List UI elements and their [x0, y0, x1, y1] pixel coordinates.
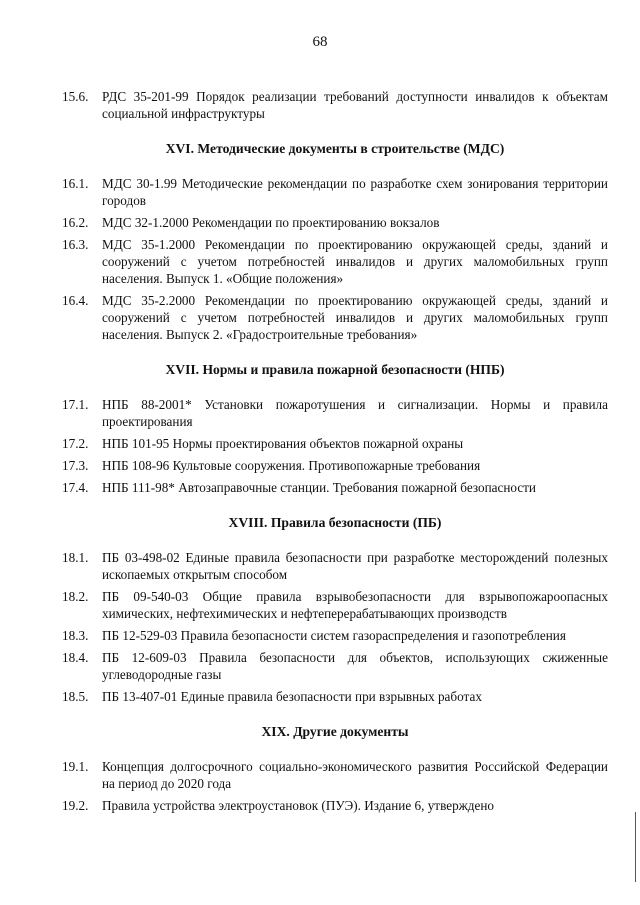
- list-item: [62, 688, 608, 705]
- item-number: 19.1.: [62, 759, 89, 774]
- item-text: МДС 35-1.2000 Рекомендации по проектированию окружающей среды, зданий и сооружений с учетом потребностей инвалидов и других маломобильных групп населения. Выпуск 1. «Общие положения»: [102, 237, 608, 286]
- list-item: [62, 457, 608, 474]
- list-item: [62, 175, 608, 209]
- section-heading: XVIII. Правила безопасности (ПБ): [228, 515, 442, 530]
- item-text: МДС 30-1.99 Методические рекомендации по разработке схем зонирования территории городов: [102, 176, 608, 208]
- list-item: [62, 88, 608, 122]
- list-item: [62, 214, 608, 231]
- item-number: 17.2.: [62, 436, 89, 451]
- item-text: НПБ 108-96 Культовые сооружения. Противопожарные требования: [102, 458, 481, 473]
- item-number: 16.3.: [62, 237, 89, 252]
- item-text: РДС 35-201-99 Порядок реализации требований доступности инвалидов к объектам социальной инфраструктуры: [102, 89, 608, 121]
- item-text: Правила устройства электроустановок (ПУЭ). Издание 6, утверждено: [102, 798, 494, 813]
- scan-edge-mark: [635, 812, 636, 882]
- item-number: 19.2.: [62, 798, 89, 813]
- section-heading: XIX. Другие документы: [261, 724, 409, 739]
- item-number: 18.3.: [62, 628, 89, 643]
- section-heading: XVI. Методические документы в строительстве (МДС): [165, 141, 505, 156]
- item-number: 17.1.: [62, 397, 89, 412]
- section-continuation: [62, 88, 608, 122]
- item-number: 18.4.: [62, 650, 89, 665]
- item-number: 18.1.: [62, 550, 89, 565]
- item-number: 17.3.: [62, 458, 89, 473]
- item-number: 15.6.: [62, 89, 89, 104]
- list-item: [62, 292, 608, 343]
- item-text: НПБ 111-98* Автозаправочные станции. Требования пожарной безопасности: [102, 480, 536, 495]
- item-text: ПБ 13-407-01 Единые правила безопасности при взрывных работах: [102, 689, 482, 704]
- item-number: 18.5.: [62, 689, 89, 704]
- item-number: 16.2.: [62, 215, 89, 230]
- list-item: [62, 236, 608, 287]
- list-item: [62, 627, 608, 644]
- section-other: [62, 723, 608, 814]
- list-item: [62, 797, 608, 814]
- list-item: [62, 588, 608, 622]
- item-text: НПБ 88-2001* Установки пожаротушения и сигнализации. Нормы и правила проектирования: [102, 397, 608, 429]
- item-text: ПБ 12-529-03 Правила безопасности систем газораспределения и газопотребления: [102, 628, 566, 643]
- item-text: НПБ 101-95 Нормы проектирования объектов пожарной охраны: [102, 436, 464, 451]
- item-text: ПБ 12-609-03 Правила безопасности для объектов, использующих сжиженные углеводородные газы: [102, 650, 608, 682]
- item-text: Концепция долгосрочного социально-экономического развития Российской Федерации на период до 2020 года: [102, 759, 608, 791]
- item-number: 16.4.: [62, 293, 89, 308]
- item-number: 17.4.: [62, 480, 89, 495]
- document-body: [62, 88, 608, 819]
- list-item: [62, 479, 608, 496]
- item-text: МДС 32-1.2000 Рекомендации по проектированию вокзалов: [102, 215, 440, 230]
- list-item: [62, 649, 608, 683]
- section-npb: [62, 361, 608, 496]
- list-item: [62, 758, 608, 792]
- list-item: [62, 396, 608, 430]
- item-number: 18.2.: [62, 589, 89, 604]
- list-item: [62, 549, 608, 583]
- item-text: ПБ 03-498-02 Единые правила безопасности при разработке месторождений полезных ископаемых открытым способом: [102, 550, 608, 582]
- item-text: МДС 35-2.2000 Рекомендации по проектированию окружающей среды, зданий и сооружений с учетом потребностей инвалидов и других маломобильных групп населения. Выпуск 2. «Градостроительные требования»: [102, 293, 608, 342]
- page-number: 68: [312, 34, 328, 50]
- section-pb: [62, 514, 608, 705]
- item-text: ПБ 09-540-03 Общие правила взрывобезопасности для взрывопожароопасных химических, нефтехимических и нефтеперерабатывающих производств: [102, 589, 608, 621]
- item-number: 16.1.: [62, 176, 89, 191]
- section-heading: XVII. Нормы и правила пожарной безопасности (НПБ): [165, 362, 505, 377]
- section-mds: [62, 140, 608, 343]
- list-item: [62, 435, 608, 452]
